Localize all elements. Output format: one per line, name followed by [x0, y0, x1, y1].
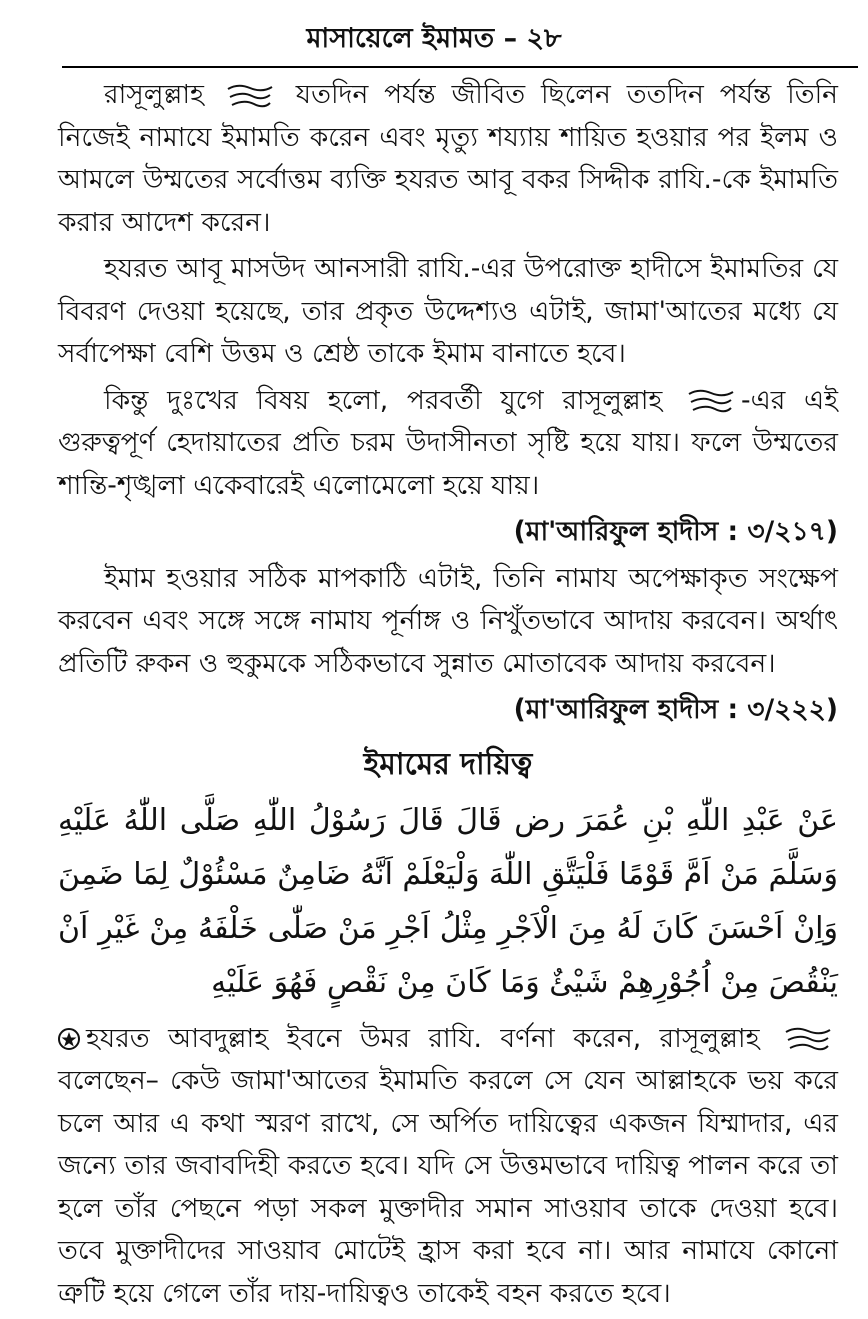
paragraph-4: ইমাম হওয়ার সঠিক মাপকাঠি এটাই, তিনি নামায অপেক্ষাকৃত সংক্ষেপ করবেন এবং সঙ্গে সঙ্গে নামায পূর্নাঙ্গ ও নিখুঁতভাবে আদায় করবেন। অর্থাৎ প্রতিটি রুকন ও হুকুমকে সঠিকভাবে সুন্নাত মোতাবেক আদায় করবেন।	[58, 562, 838, 679]
paragraph-1-rest: যতদিন পর্যন্ত জীবিত ছিলেন ততদিন পর্যন্ত তিনি নিজেই নামাযে ইমামতি করেন এবং মৃত্যু শয্যায় শায়িত হওয়ার পর ইলম ও আমলে উম্মতের সর্বোত্তম ব্যক্তি হযরত আবূ বকর সিদ্দীক রাযি.-কে ইমামতি করার আদেশ করেন।	[58, 79, 838, 238]
translation-rest: বলেছেন– কেউ জামা'আতের ইমামতি করলে সে যেন আল্লাহকে ভয় করে চলে আর এ কথা স্মরণ রাখে, সে অর্পিত দায়িত্বের একজন যিম্মাদার, এর জন্যে তার জবাবদিহী করতে হবে। যদি সে উত্তমভাবে দায়িত্ব পালন করে তা হলে তাঁর পেছনে পড়া সকল মুক্তাদীর সমান সাওয়াব তাকে দেওয়া হবে। তবে মুক্তাদীদের সাওয়াব মোটেই হ্রাস করা হবে না। আর নামাযে কোনো ত্রুটি হয়ে গেলে তাঁর দায়-দায়িত্বও তাকেই বহন করতে হবে।	[58, 1065, 838, 1309]
star-bullet-icon	[58, 1028, 80, 1050]
translation-start: হযরত আবদুল্লাহ ইবনে উমর রাযি. বর্ণনা করেন, রাসূলুল্লাহ	[86, 1022, 760, 1054]
page-body	[58, 74, 838, 1319]
reference-1: (মা'আরিফুল হাদীস : ৩/২১৭)	[513, 516, 838, 547]
arabic-hadith-text: عَنْ عَبْدِ اللّٰهِ بْنِ عُمَرَ رض قَالَ قَالَ رَسُوْلُ اللّٰهِ صَلَّى اللّٰهُ عَلَيْهِ وَسَلَّمَ مَنْ اَمَّ قَوْمًا فَلْيَتَّقِ اللّٰهَ وَلْيَعْلَمْ اَنَّهُ ضَامِنٌ مَسْئُوْلٌ لِمَا ضَمِنَ وَاِنْ اَحْسَنَ كَانَ لَهُ مِنَ الْاَجْرِ مِثْلُ اَجْرِ مَنْ صَلّٰى خَلْفَهُ مِنْ غَيْرِ اَنْ يَنْقُصَ مِنْ اُجُوْرِهِمْ شَيْئٌ وَمَا كَانَ مِنْ نَقْصٍ فَهُوَ عَلَيْهِ	[58, 802, 838, 1000]
paragraph-3-start: কিন্তু দুঃখের বিষয় হলো, পরবর্তী যুগে রাসূলুল্লাহ	[104, 384, 663, 416]
salawat-calligraphy-icon	[782, 1024, 834, 1054]
paragraph-3-rest: -এর এই গুরুত্বপূর্ণ হেদায়াতের প্রতি চরম উদাসীনতা সৃষ্টি হয়ে যায়। ফলে উম্মতের শান্তি-শৃঙ্খলা একেবারেই এলোমেলো হয়ে যায়।	[58, 384, 838, 501]
page-header: মাসায়েলে ইমামত – ২৮	[306, 23, 562, 54]
reference-2: (মা'আরিফুল হাদীস : ৩/২২২)	[513, 694, 838, 725]
paragraph-1	[58, 74, 838, 244]
salawat-calligraphy-icon	[224, 81, 276, 111]
paragraph-2: হযরত আবূ মাসউদ আনসারী রাযি.-এর উপরোক্ত হাদীসে ইমামতির যে বিবরণ দেওয়া হয়েছে, তার প্রকৃত উদ্দেশ্যও এটাই, জামা'আতের মধ্যে যে সর্বাপেক্ষা বেশি উত্তম ও শ্রেষ্ঠ তাকে ইমাম বানাতে হবে।	[58, 253, 838, 369]
salawat-calligraphy-icon	[685, 386, 737, 416]
translation-paragraph	[58, 1018, 838, 1316]
section-heading: ইমামের দায়িত্ব	[363, 746, 533, 782]
paragraph-3	[58, 380, 838, 508]
paragraph-1-start: রাসূলুল্লাহ	[104, 79, 204, 110]
header-rule	[62, 66, 858, 68]
